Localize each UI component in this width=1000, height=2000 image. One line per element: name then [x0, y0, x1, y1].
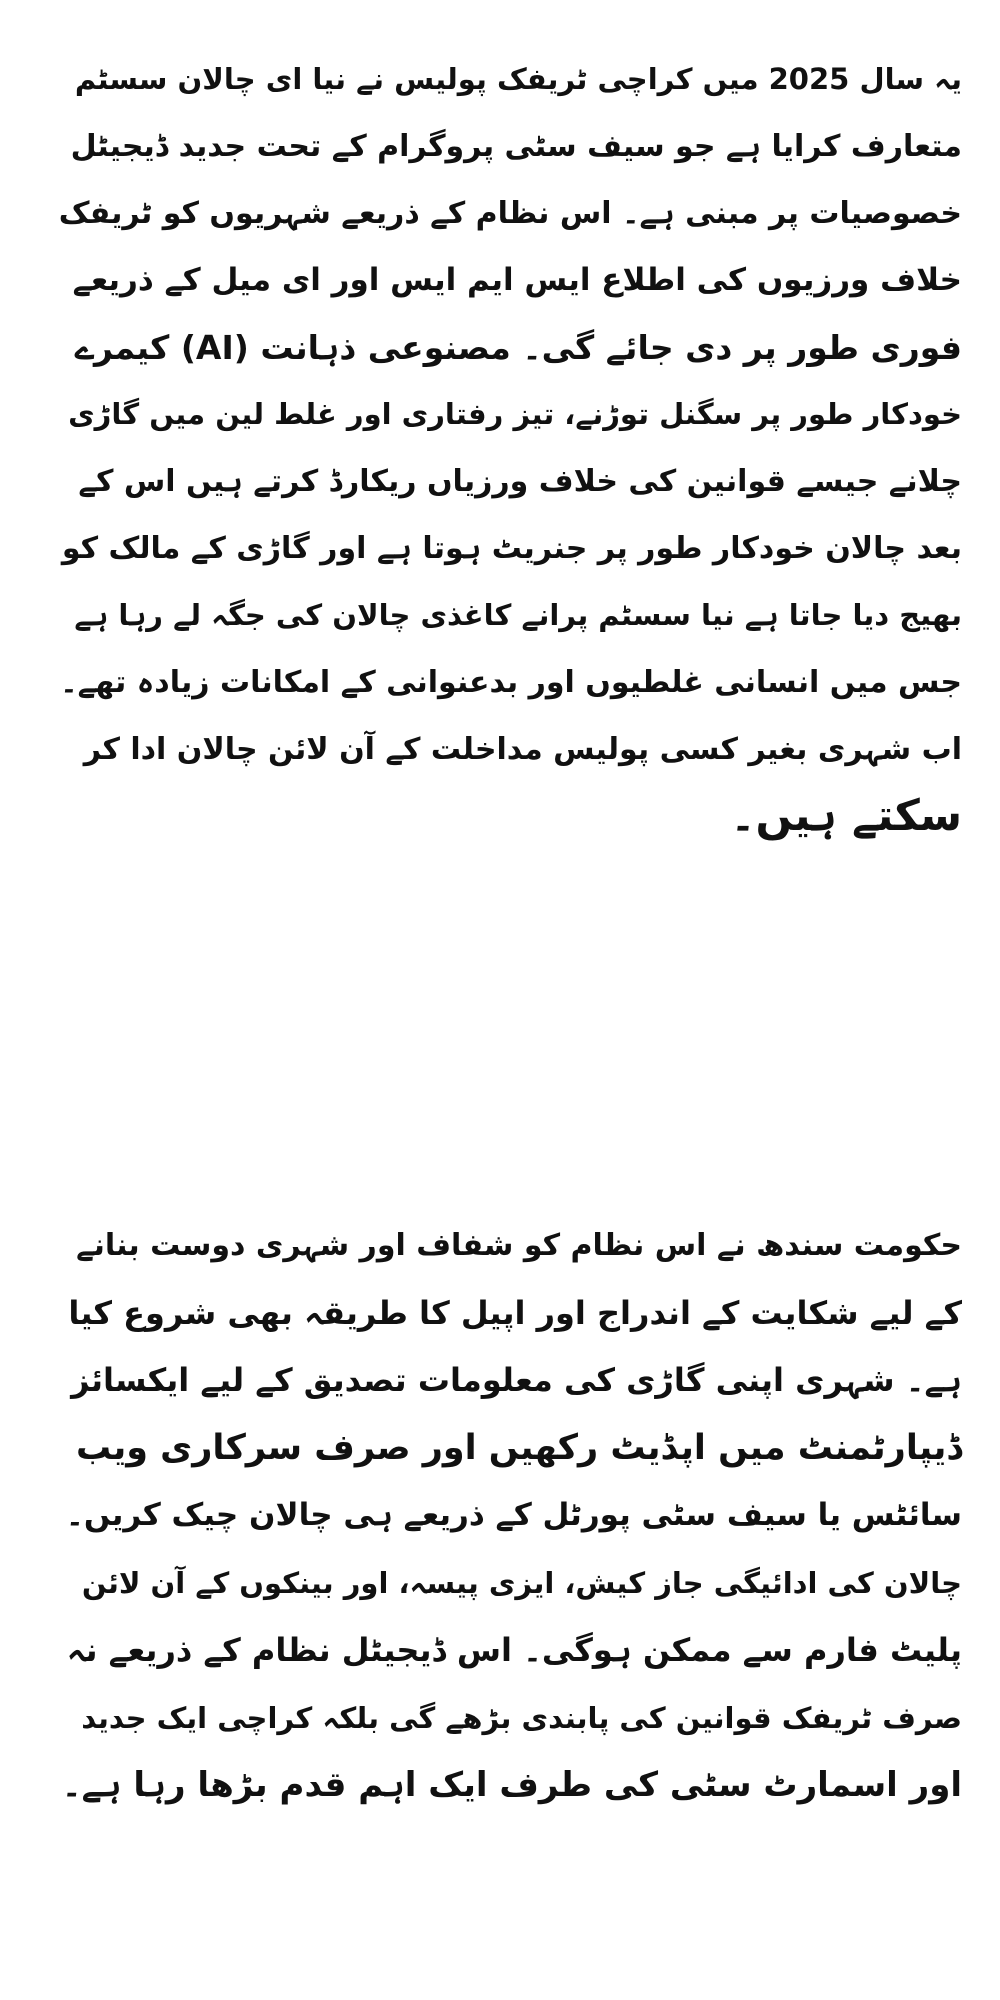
text-line: چلانے جیسے قوانین کی خلاف ورزیاں ریکارڈ کرتے ہیں اس کے	[78, 464, 962, 499]
text-line: فوری طور پر دی جائے گی۔ مصنوعی ذہانت (AI) کیمرے	[74, 328, 962, 367]
paragraph-sindh-government	[58, 1212, 962, 1820]
paragraph-echallan-intro	[58, 46, 962, 850]
text-line: ہے۔ شہری اپنی گاڑی کی معلومات تصدیق کے لیے ایکسائز	[71, 1361, 962, 1399]
text-line: ڈیپارٹمنٹ میں اپڈیٹ رکھیں اور صرف سرکاری ویب	[76, 1427, 962, 1468]
text-line: پلیٹ فارم سے ممکن ہوگی۔ اس ڈیجیٹل نظام کے ذریعے نہ	[66, 1631, 962, 1669]
text-line: صرف ٹریفک قوانین کی پابندی بڑھے گی بلکہ کراچی ایک جدید	[81, 1700, 962, 1735]
text-line: سائٹس یا سیف سٹی پورٹل کے ذریعے ہی چالان چیک کریں۔	[65, 1497, 962, 1533]
text-line: خودکار طور پر سگنل توڑنے، تیز رفتاری اور غلط لین میں گاڑی	[68, 397, 962, 431]
text-line: حکومت سندھ نے اس نظام کو شفاف اور شہری دوست بنانے	[76, 1228, 962, 1263]
text-line: بعد چالان خودکار طور پر جنریٹ ہوتا ہے اور گاڑی کے مالک کو	[61, 531, 962, 566]
text-line: جس میں انسانی غلطیوں اور بدعنوانی کے امکانات زیادہ تھے۔	[60, 665, 962, 700]
text-line: بھیج دیا جاتا ہے نیا سسٹم پرانے کاغذی چالان کی جگہ لے رہا ہے	[74, 598, 962, 632]
text-line: اب شہری بغیر کسی پولیس مداخلت کے آن لائن چالان ادا کر	[83, 732, 962, 767]
text-line: خصوصیات پر مبنی ہے۔ اس نظام کے ذریعے شہریوں کو ٹریفک	[58, 196, 962, 231]
text-line: یہ سال 2025 میں کراچی ٹریفک پولیس نے نیا ای چالان سسٹم	[74, 62, 962, 96]
text-line: کے لیے شکایت کے اندراج اور اپیل کا طریقہ بھی شروع کیا	[68, 1293, 962, 1332]
text-line: متعارف کرایا ہے جو سیف سٹی پروگرام کے تحت جدید ڈیجیٹل	[70, 129, 962, 164]
text-line: اور اسمارٹ سٹی کی طرف ایک اہم قدم بڑھا رہا ہے۔	[61, 1765, 962, 1805]
text-line: چالان کی ادائیگی جاز کیش، ایزی پیسہ، اور بینکوں کے آن لائن	[81, 1565, 962, 1600]
text-line: سکتے ہیں۔	[730, 791, 962, 841]
text-line: خلاف ورزیوں کی اطلاع ایس ایم ایس اور ای میل کے ذریعے	[72, 262, 962, 298]
